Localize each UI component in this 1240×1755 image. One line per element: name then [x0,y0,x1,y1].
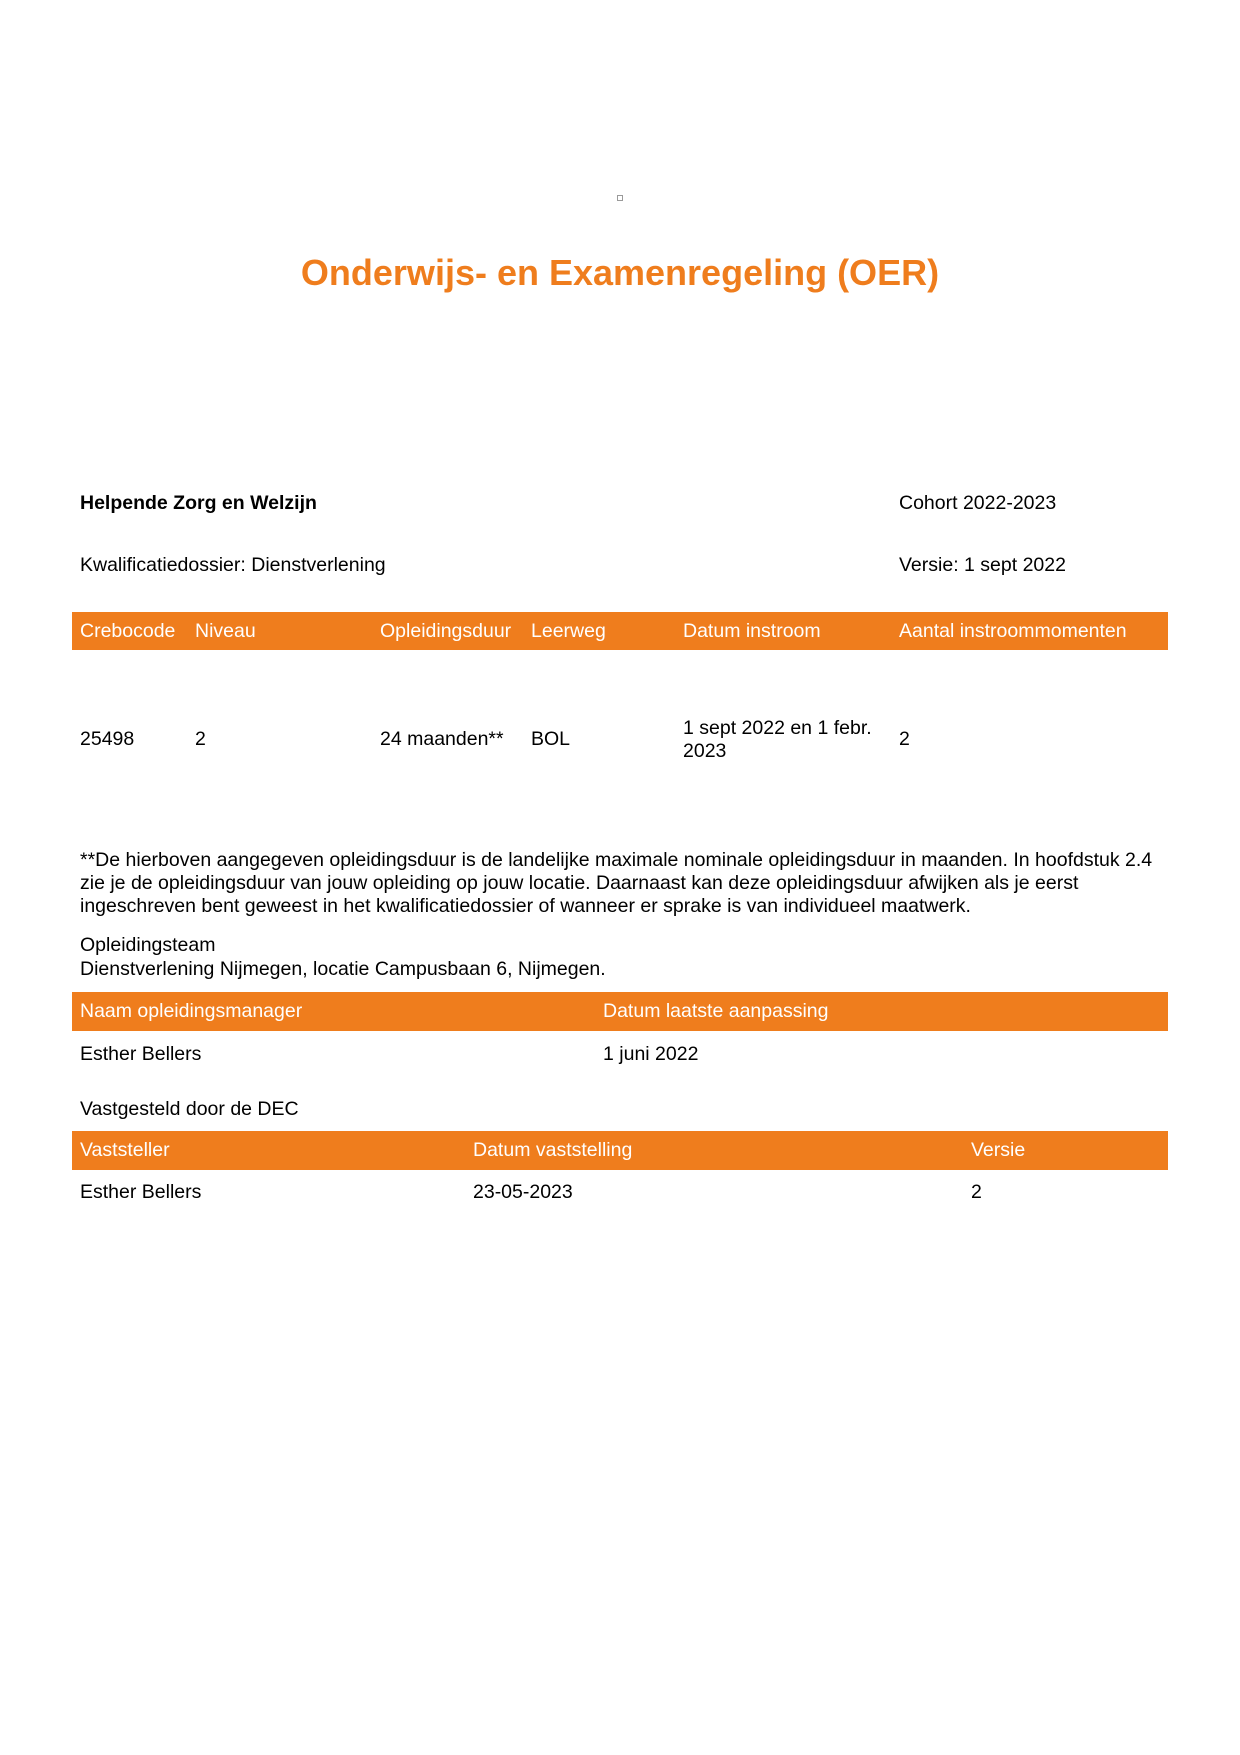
cell-crebocode: 25498 [80,728,135,750]
logo-placeholder [617,195,623,201]
cell-datum-vaststelling: 23-05-2023 [473,1181,573,1203]
header-vaststeller: Vaststeller [80,1139,170,1161]
cell-manager-naam: Esther Bellers [80,1043,202,1065]
team-label: Opleidingsteam [80,934,216,956]
cell-leerweg: BOL [531,728,571,750]
version-line: Versie: 1 sept 2022 [899,554,1066,576]
team-location: Dienstverlening Nijmegen, locatie Campusbaan 6, Nijmegen. [80,958,606,980]
header-opleidingsduur: Opleidingsduur [380,620,512,642]
cell-aantal-instroommomenten: 2 [899,728,910,750]
header-versie: Versie [971,1139,1026,1161]
header-naam-opleidingsmanager: Naam opleidingsmanager [80,1000,303,1022]
header-aantal-instroommomenten: Aantal instroommomenten [899,620,1127,642]
document-title: Onderwijs- en Examenregeling (OER) [300,252,940,293]
footnote: **De hierboven aangegeven opleidingsduur is de landelijke maximale nominale opleidingsduur in maanden. In hoofdstuk 2.4 zie je de opleidingsduur van jouw opleiding op jouw locatie. Daarnaast kan deze opleidingsduur afwijken als je eerst ingeschreven bent geweest in het kwalificatiedossier of wanneer er sprake is van individueel maatwerk. [80,849,1153,917]
cell-datum-instroom-line1: 1 sept 2022 en 1 febr. [683,717,872,739]
program-name: Helpende Zorg en Welzijn [80,492,317,514]
approval-table-header [72,1131,1168,1170]
header-datum-instroom: Datum instroom [683,620,821,642]
manager-table-header [72,992,1168,1031]
cell-datum-instroom-line2: 2023 [683,740,727,762]
cohort: Cohort 2022-2023 [899,492,1057,514]
header-crebocode: Crebocode [80,620,176,642]
team-block [80,933,606,981]
header-datum-laatste-aanpassing: Datum laatste aanpassing [603,1000,829,1022]
cell-vaststeller: Esther Bellers [80,1181,202,1203]
header-leerweg: Leerweg [531,620,606,642]
cell-niveau: 2 [195,728,206,750]
header-niveau: Niveau [195,620,256,642]
cell-opleidingsduur: 24 maanden** [380,728,504,750]
program-table-header [72,612,1168,650]
approval-label: Vastgesteld door de DEC [80,1098,299,1120]
cell-manager-datum: 1 juni 2022 [603,1043,699,1065]
header-datum-vaststelling: Datum vaststelling [473,1139,633,1161]
qualification-file: Kwalificatiedossier: Dienstverlening [80,554,386,576]
cell-versie: 2 [971,1181,982,1203]
